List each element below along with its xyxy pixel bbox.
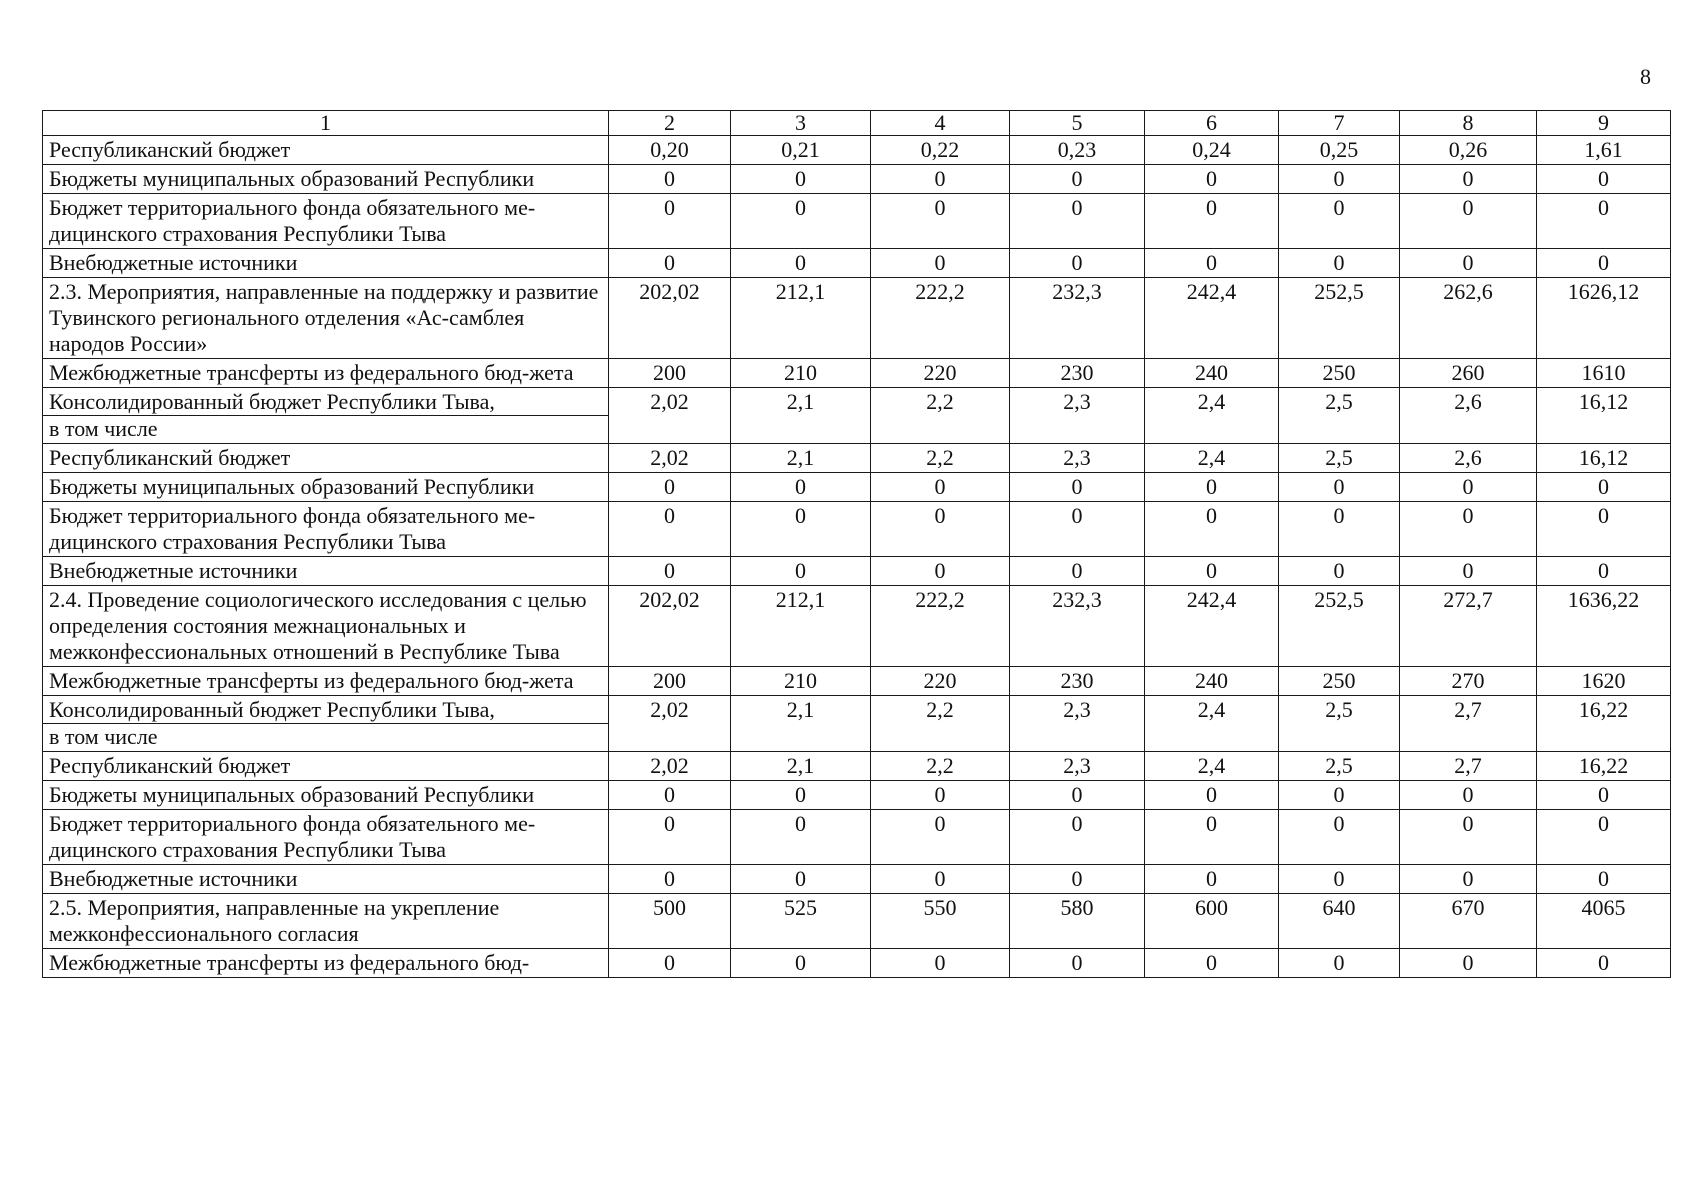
value-cell: 0 [1400,194,1537,249]
row-label: Бюджет территориального фонда обязательного ме-дицинского страхования Республики Тыва [49,195,536,246]
value-cell: 212,1 [731,278,871,359]
value-cell: 0 [609,194,731,249]
row-label: Внебюджетные источники [49,250,298,275]
value-cell: 2,4 [1145,752,1279,781]
value-cell: 0 [1279,502,1400,557]
value-cell: 2,5 [1279,752,1400,781]
value-cell: 0 [1279,165,1400,194]
value-cell: 0 [1145,502,1279,557]
value-cell: 0 [1537,194,1671,249]
value-cell: 0 [871,165,1010,194]
header-cell: 8 [1400,111,1537,136]
value-cell: 16,22 [1537,696,1671,752]
value-cell: 0 [1537,810,1671,865]
table-body [43,111,1671,978]
table-row [43,865,1671,894]
value-cell: 0 [1537,502,1671,557]
value-cell: 0 [1279,781,1400,810]
row-label-cell [43,278,609,359]
row-label-cell [43,194,609,249]
row-label-cell [43,136,609,165]
value-cell: 1610 [1537,359,1671,388]
value-cell: 600 [1145,894,1279,949]
row-label-cell [43,752,609,781]
value-cell: 0 [1010,249,1145,278]
value-cell: 2,02 [609,388,731,444]
row-label: Республиканский бюджет [49,753,291,778]
value-cell: 0 [871,949,1010,978]
value-cell: 500 [609,894,731,949]
table-row [43,473,1671,502]
value-cell: 0 [1279,194,1400,249]
value-cell: 0 [871,473,1010,502]
value-cell: 0 [731,557,871,586]
value-cell: 210 [731,359,871,388]
value-cell: 2,1 [731,444,871,473]
row-label-continuation: в том числе [49,416,158,441]
value-cell: 0 [609,165,731,194]
value-cell: 242,4 [1145,278,1279,359]
value-cell: 210 [731,667,871,696]
value-cell: 230 [1010,359,1145,388]
value-cell: 0 [609,473,731,502]
value-cell: 240 [1145,667,1279,696]
value-cell: 0 [1400,781,1537,810]
row-label-cell [43,444,609,473]
value-cell: 0,24 [1145,136,1279,165]
value-cell: 0 [1010,865,1145,894]
header-cell: 6 [1145,111,1279,136]
value-cell: 2,2 [871,444,1010,473]
value-cell: 2,6 [1400,444,1537,473]
value-cell: 0 [871,810,1010,865]
row-label-cell [43,949,609,978]
value-cell: 0 [1279,557,1400,586]
value-cell: 0 [731,165,871,194]
value-cell: 0 [1010,194,1145,249]
row-label: Межбюджетные трансферты из федерального бюд- [49,950,530,975]
table-row [43,444,1671,473]
row-label-cell [43,165,609,194]
row-label-cell [43,359,609,388]
header-row [43,111,1671,136]
value-cell: 0,22 [871,136,1010,165]
value-cell: 230 [1010,667,1145,696]
value-cell: 0 [1279,249,1400,278]
row-label-continuation: в том числе [49,724,158,749]
value-cell: 0 [871,557,1010,586]
value-cell: 0 [1400,473,1537,502]
value-cell: 250 [1279,359,1400,388]
header-cell: 2 [609,111,731,136]
table-row [43,136,1671,165]
value-cell: 0 [1010,810,1145,865]
value-cell: 2,02 [609,696,731,752]
value-cell: 0 [731,949,871,978]
value-cell: 0 [1400,249,1537,278]
table-row [43,949,1671,978]
value-cell: 0 [1010,949,1145,978]
value-cell: 1636,22 [1537,586,1671,667]
value-cell: 580 [1010,894,1145,949]
value-cell: 0 [1537,865,1671,894]
row-label-cell [43,586,609,667]
row-label-cell [43,781,609,810]
value-cell: 0 [871,865,1010,894]
value-cell: 0 [1537,473,1671,502]
value-cell: 270 [1400,667,1537,696]
value-cell: 0 [1400,865,1537,894]
value-cell: 222,2 [871,278,1010,359]
value-cell: 0 [1010,473,1145,502]
table-row [43,586,1671,667]
row-label: 2.5. Мероприятия, направленные на укрепление межконфессионального согласия [49,895,500,946]
value-cell: 0 [1537,249,1671,278]
value-cell: 16,12 [1537,444,1671,473]
value-cell: 0 [1279,810,1400,865]
table-row [43,752,1671,781]
value-cell: 0 [1010,502,1145,557]
value-cell: 0 [1279,949,1400,978]
value-cell: 202,02 [609,586,731,667]
table-row [43,810,1671,865]
value-cell: 0 [1279,473,1400,502]
value-cell: 0 [1145,781,1279,810]
value-cell: 525 [731,894,871,949]
value-cell: 0 [731,249,871,278]
value-cell: 0,23 [1010,136,1145,165]
value-cell: 0,21 [731,136,871,165]
value-cell: 240 [1145,359,1279,388]
header-cell: 1 [43,111,609,136]
value-cell: 0 [1145,165,1279,194]
table-row [43,249,1671,278]
table-row [43,165,1671,194]
value-cell: 0 [871,249,1010,278]
value-cell: 220 [871,359,1010,388]
row-label: 2.3. Мероприятия, направленные на поддержку и развитие Тувинского регионального отделения «Ас-самблея народов России» [49,279,599,356]
row-label: Республиканский бюджет [49,137,291,162]
value-cell: 0,25 [1279,136,1400,165]
value-cell: 0 [1145,473,1279,502]
row-label-cell [43,667,609,696]
value-cell: 0 [1010,781,1145,810]
value-cell: 0 [1400,810,1537,865]
row-label: Бюджет территориального фонда обязательного ме-дицинского страхования Республики Тыва [49,811,536,862]
row-label: Бюджет территориального фонда обязательного ме-дицинского страхования Республики Тыва [49,503,536,554]
value-cell: 2,1 [731,752,871,781]
row-label: Межбюджетные трансферты из федерального бюд-жета [49,360,574,385]
table-row [43,359,1671,388]
value-cell: 0 [609,810,731,865]
value-cell: 550 [871,894,1010,949]
table-row [43,557,1671,586]
row-label-cell [43,249,609,278]
value-cell: 2,4 [1145,696,1279,752]
value-cell: 0 [871,502,1010,557]
header-cell: 3 [731,111,871,136]
row-label-cell [43,810,609,865]
value-cell: 0 [731,502,871,557]
value-cell: 0 [1400,949,1537,978]
value-cell: 2,7 [1400,752,1537,781]
value-cell: 2,2 [871,388,1010,444]
value-cell: 262,6 [1400,278,1537,359]
value-cell: 2,4 [1145,444,1279,473]
row-label-cell [43,557,609,586]
row-label: Бюджеты муниципальных образований Республики [49,166,535,191]
value-cell: 0 [731,865,871,894]
value-cell: 0 [609,502,731,557]
value-cell: 0 [609,865,731,894]
value-cell: 232,3 [1010,278,1145,359]
table-row [43,388,1671,444]
value-cell: 252,5 [1279,586,1400,667]
value-cell: 1620 [1537,667,1671,696]
value-cell: 640 [1279,894,1400,949]
value-cell: 202,02 [609,278,731,359]
value-cell: 670 [1400,894,1537,949]
value-cell: 16,22 [1537,752,1671,781]
value-cell: 2,6 [1400,388,1537,444]
value-cell: 250 [1279,667,1400,696]
table-row [43,894,1671,949]
value-cell: 2,02 [609,444,731,473]
row-label-cell [43,865,609,894]
row-label-cell [43,894,609,949]
value-cell: 2,5 [1279,696,1400,752]
value-cell: 2,2 [871,752,1010,781]
value-cell: 0 [1400,557,1537,586]
value-cell: 212,1 [731,586,871,667]
value-cell: 222,2 [871,586,1010,667]
value-cell: 0 [1537,781,1671,810]
value-cell: 0 [1400,502,1537,557]
value-cell: 200 [609,667,731,696]
value-cell: 0 [1010,557,1145,586]
row-label-cell [43,502,609,557]
value-cell: 0 [731,194,871,249]
table-row [43,667,1671,696]
budget-table [42,110,1671,978]
table-row [43,502,1671,557]
value-cell: 2,1 [731,696,871,752]
table-row [43,781,1671,810]
value-cell: 0 [1145,249,1279,278]
header-cell: 4 [871,111,1010,136]
value-cell: 2,5 [1279,444,1400,473]
header-cell: 5 [1010,111,1145,136]
row-label: Бюджеты муниципальных образований Республики [49,474,535,499]
value-cell: 0 [1537,165,1671,194]
table-row [43,696,1671,752]
value-cell: 0 [731,473,871,502]
header-cell: 7 [1279,111,1400,136]
table-row [43,278,1671,359]
value-cell: 2,4 [1145,388,1279,444]
value-cell: 0 [609,249,731,278]
value-cell: 0 [609,557,731,586]
value-cell: 200 [609,359,731,388]
value-cell: 2,7 [1400,696,1537,752]
value-cell: 2,2 [871,696,1010,752]
value-cell: 0 [1279,865,1400,894]
value-cell: 1,61 [1537,136,1671,165]
header-cell: 9 [1537,111,1671,136]
table-row [43,194,1671,249]
value-cell: 0 [1145,949,1279,978]
value-cell: 260 [1400,359,1537,388]
value-cell: 242,4 [1145,586,1279,667]
value-cell: 0 [1400,165,1537,194]
row-label-cell [43,473,609,502]
value-cell: 4065 [1537,894,1671,949]
row-label: Консолидированный бюджет Республики Тыва, [43,697,608,724]
row-label: 2.4. Проведение социологического исследования с целью определения состояния межнациональных и межконфессиональных отношений в Республике Тыва [49,587,587,664]
value-cell: 220 [871,667,1010,696]
row-label: Консолидированный бюджет Республики Тыва, [43,389,608,416]
value-cell: 0 [731,781,871,810]
value-cell: 2,02 [609,752,731,781]
value-cell: 0 [609,949,731,978]
value-cell: 0 [1537,949,1671,978]
row-label-cell [43,388,609,444]
value-cell: 0 [871,781,1010,810]
value-cell: 0 [871,194,1010,249]
value-cell: 252,5 [1279,278,1400,359]
value-cell: 2,3 [1010,752,1145,781]
value-cell: 0 [1010,165,1145,194]
value-cell: 2,3 [1010,444,1145,473]
value-cell: 272,7 [1400,586,1537,667]
value-cell: 2,3 [1010,388,1145,444]
row-label: Республиканский бюджет [49,445,291,470]
value-cell: 1626,12 [1537,278,1671,359]
value-cell: 0 [1145,557,1279,586]
value-cell: 0 [1145,194,1279,249]
value-cell: 0 [1145,865,1279,894]
value-cell: 0 [1145,810,1279,865]
row-label: Внебюджетные источники [49,866,298,891]
value-cell: 2,3 [1010,696,1145,752]
row-label-cell [43,696,609,752]
value-cell: 0 [731,810,871,865]
row-label: Межбюджетные трансферты из федерального бюд-жета [49,668,574,693]
value-cell: 0,20 [609,136,731,165]
value-cell: 2,1 [731,388,871,444]
page-number: 8 [1640,64,1651,89]
value-cell: 232,3 [1010,586,1145,667]
value-cell: 0 [609,781,731,810]
value-cell: 0,26 [1400,136,1537,165]
row-label: Бюджеты муниципальных образований Республики [49,782,535,807]
value-cell: 2,5 [1279,388,1400,444]
value-cell: 16,12 [1537,388,1671,444]
row-label: Внебюджетные источники [49,558,298,583]
value-cell: 0 [1537,557,1671,586]
